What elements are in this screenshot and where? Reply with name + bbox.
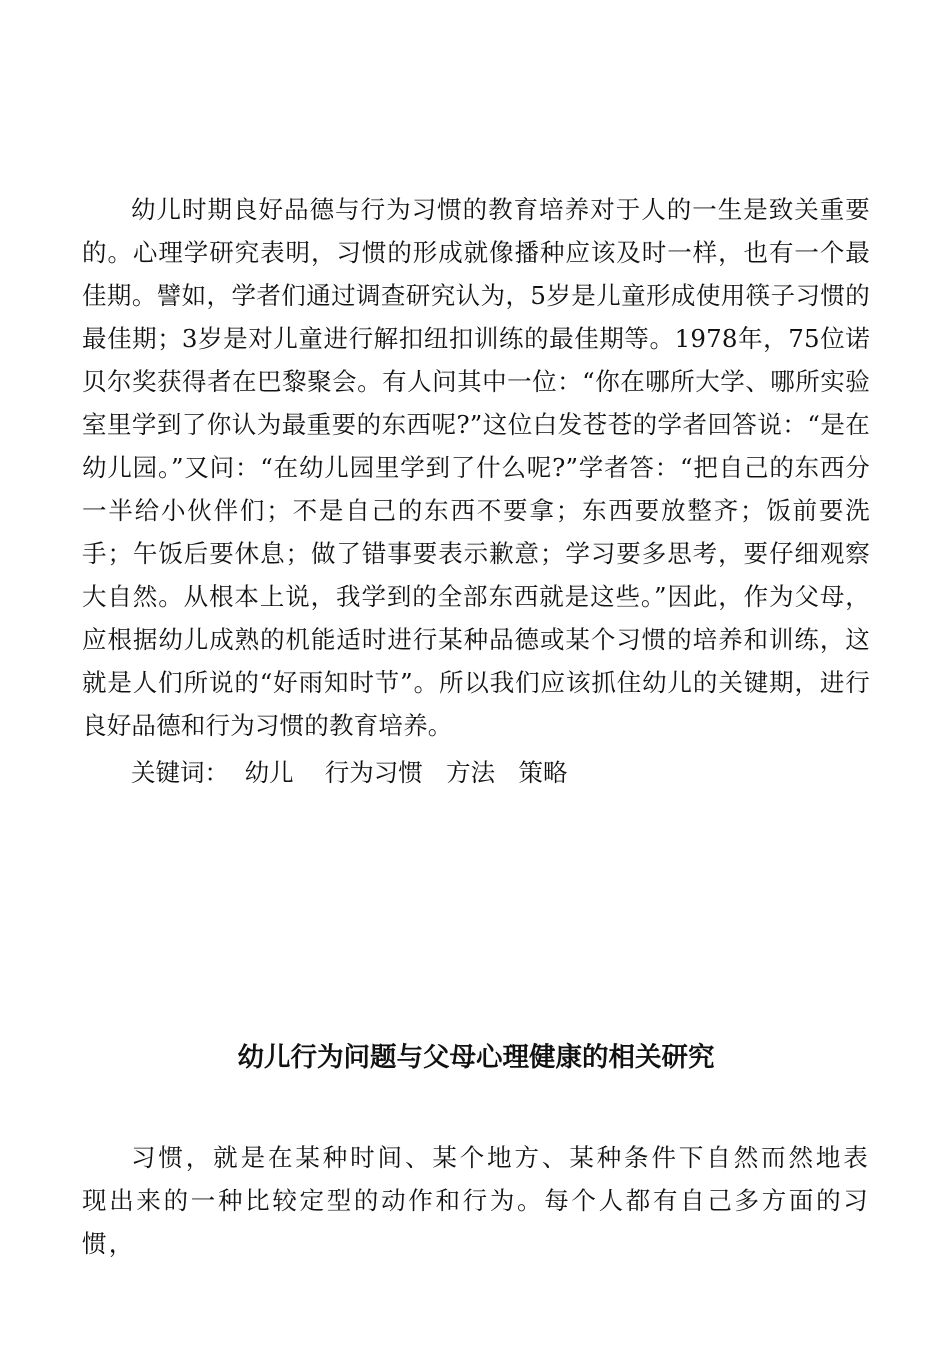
- keyword-2: 行为习惯: [324, 758, 423, 787]
- keyword-4: 策略: [518, 758, 568, 787]
- section-paragraph: 习惯，就是在某种时间、某个地方、某种条件下自然而然地表现出来的一种比较定型的动作和行为。每个人都有自己多方面的习惯，: [82, 1143, 870, 1258]
- document-page: [82, 188, 870, 1258]
- intro-paragraph: 幼儿时期良好品德与行为习惯的教育培养对于人的一生是致关重要的。心理学研究表明，习惯的形成就像播种应该及时一样，也有一个最佳期。譬如，学者们通过调查研究认为，5岁是儿童形成使用筷子习惯的最佳期；3岁是对儿童进行解扣纽扣训练的最佳期等。1978年，75位诺贝尔奖获得者在巴黎聚会。有人问其中一位：“你在哪所大学、哪所实验室里学到了你认为最重要的东西呢?”这位白发苍苍的学者回答说：“是在幼儿园。”又问：“在幼儿园里学到了什么呢?”学者答：“把自己的东西分一半给小伙伴们；不是自己的东西不要拿；东西要放整齐；饭前要洗手；午饭后要休息；做了错事要表示歉意；学习要多思考，要仔细观察大自然。从根本上说，我学到的全部东西就是这些。”因此，作为父母，应根据幼儿成熟的机能适时进行某种品德或某个习惯的培养和训练，这就是人们所说的“好雨知时节”。所以我们应该抓住幼儿的关键期，进行良好品德和行为习惯的教育培养。: [82, 195, 870, 740]
- keywords-line: [82, 751, 870, 794]
- keywords-label: 关键词：: [131, 758, 229, 787]
- section-title: 幼儿行为问题与父母心理健康的相关研究: [237, 1042, 715, 1073]
- keyword-1: 幼儿: [244, 758, 294, 787]
- keyword-3: 方法: [446, 758, 496, 787]
